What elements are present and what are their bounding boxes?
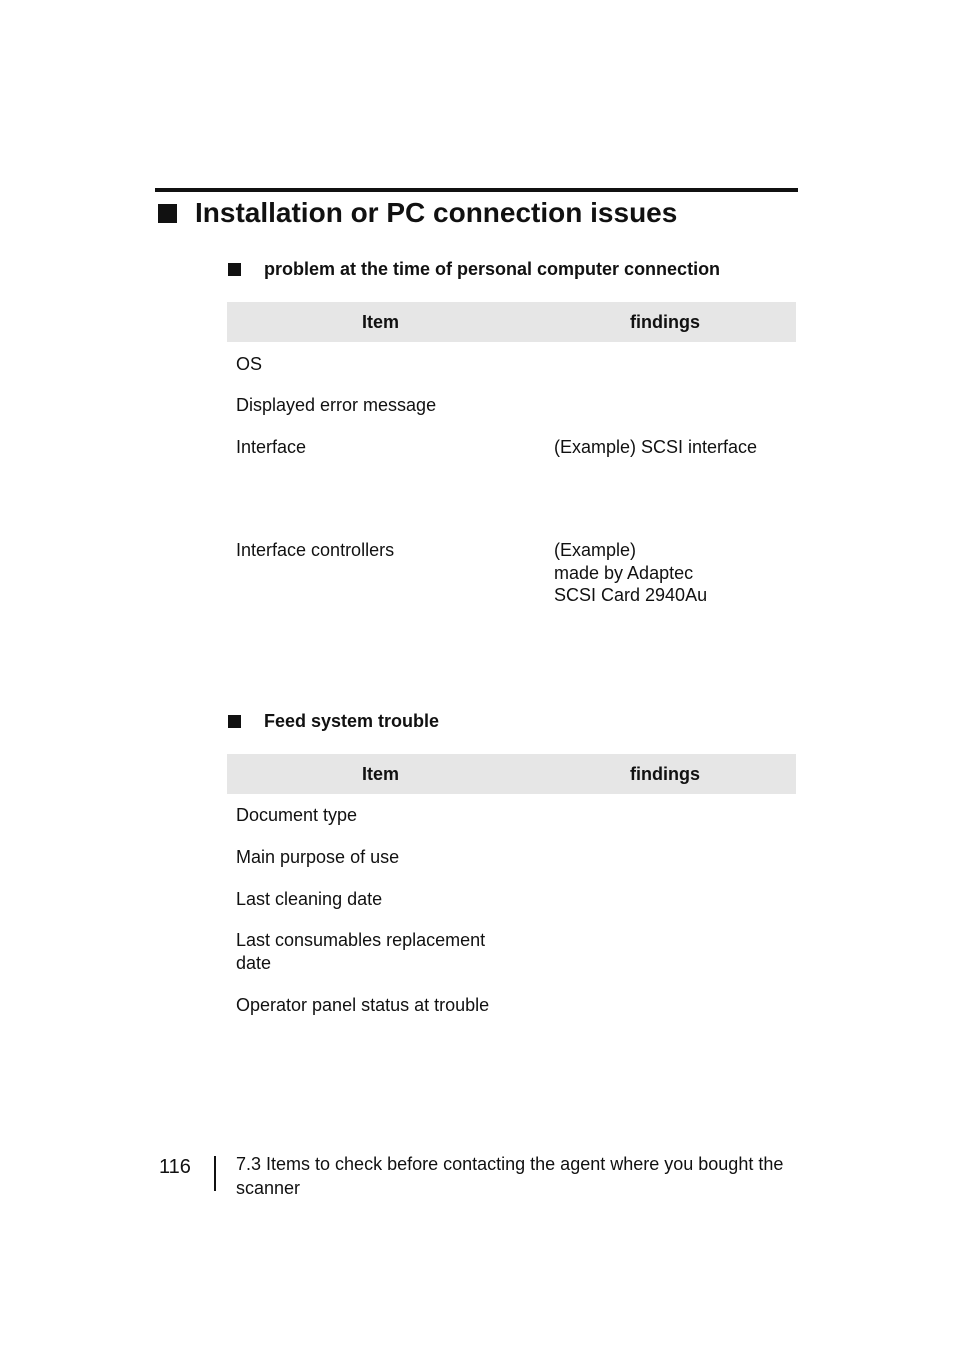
table-row: OS [236,354,263,374]
square-bullet-icon [228,263,241,276]
column-header-findings: findings [630,763,700,784]
table-row: Main purpose of use [236,847,400,867]
table-row: Displayed error message [236,395,437,415]
feed-system-table [227,754,796,1034]
table-row: Interface controllers [236,540,395,560]
findings-value [554,436,794,459]
page-title [158,196,677,230]
table-row: Document type [236,805,358,825]
pc-connection-table [227,302,796,622]
findings-value [554,539,794,607]
top-rule [155,188,798,192]
column-header-item: Item [361,763,399,784]
table-row: Operator panel status at trouble [236,995,490,1015]
section-heading-feed-system [228,709,439,733]
section-heading-text: problem at the time of personal computer connection [264,259,721,279]
footer-divider [214,1156,216,1191]
table-row: Last cleaning date [236,889,383,909]
findings-line: (Example) [554,540,637,560]
square-bullet-icon [158,204,177,223]
square-bullet-icon [228,715,241,728]
table-header [227,754,796,794]
section-heading-text: Feed system trouble [264,711,440,731]
page-footer [159,1152,799,1198]
table-row: Last consumables replacement date [236,930,486,973]
table-header [227,302,796,342]
page-number: 116 [159,1156,191,1178]
findings-line: made by Adaptec [554,562,694,583]
findings-line: (Example) SCSI interface [554,437,758,457]
page-title-text: Installation or PC connection issues [195,197,678,228]
column-header-item: Item [361,311,399,332]
table-row: Interface [236,437,307,457]
running-footer: 7.3 Items to check before contacting the agent where you bought the scanner [236,1154,784,1198]
column-header-findings: findings [630,311,700,332]
section-heading-pc-connection [228,257,720,281]
findings-line: SCSI Card 2940Au [554,585,708,605]
